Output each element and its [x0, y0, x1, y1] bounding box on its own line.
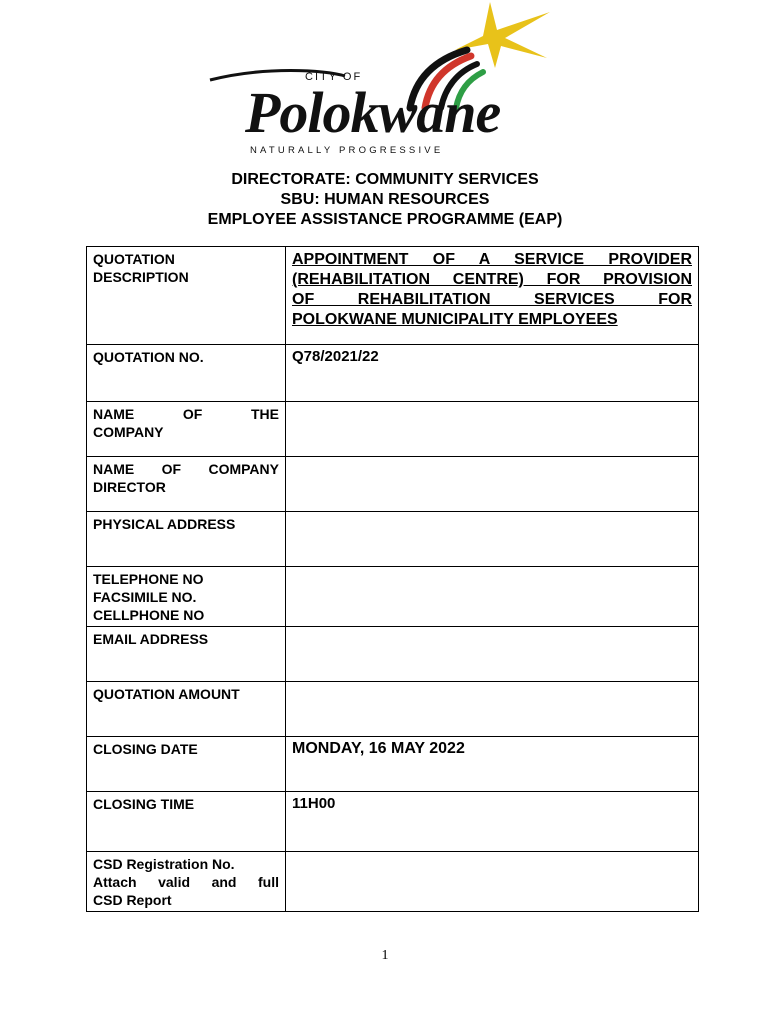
description-line: OF REHABILITATION SERVICES FOR: [292, 291, 692, 308]
closing-date-value: MONDAY, 16 MAY 2022: [286, 737, 699, 792]
logo-tagline: NATURALLY PROGRESSIVE: [250, 145, 444, 156]
table-row: [87, 682, 699, 737]
sbu-heading: SBU: HUMAN RESOURCES: [280, 191, 490, 208]
csd-registration-label: CSD Registration No. Attach valid and full CSD Report: [87, 852, 286, 912]
physical-address-field[interactable]: [286, 512, 699, 567]
table-row: [87, 737, 699, 792]
directorate-heading: DIRECTORATE: COMMUNITY SERVICES: [231, 171, 539, 188]
company-director-label: NAME OF COMPANY DIRECTOR: [87, 457, 286, 512]
quotation-amount-label: QUOTATION AMOUNT: [87, 682, 286, 737]
quotation-description-label: QUOTATION DESCRIPTION: [87, 247, 286, 345]
programme-heading: EMPLOYEE ASSISTANCE PROGRAMME (EAP): [207, 211, 563, 228]
description-line: (REHABILITATION CENTRE) FOR PROVISION: [292, 271, 692, 288]
contact-numbers-label: TELEPHONE NO FACSIMILE NO. CELLPHONE NO: [87, 567, 286, 627]
company-name-field[interactable]: [286, 402, 699, 457]
table-row: [87, 567, 699, 627]
email-address-field[interactable]: [286, 627, 699, 682]
page-number: 1: [381, 948, 389, 963]
table-row: [87, 402, 699, 457]
table-row: [87, 512, 699, 567]
company-director-field[interactable]: [286, 457, 699, 512]
quotation-amount-field[interactable]: [286, 682, 699, 737]
closing-time-value: 11H00: [286, 792, 699, 852]
logo-wordmark: Polokwane: [245, 80, 501, 145]
csd-registration-field[interactable]: [286, 852, 699, 912]
closing-date-label: CLOSING DATE: [87, 737, 286, 792]
quotation-no-label: QUOTATION NO.: [87, 345, 286, 402]
description-line: APPOINTMENT OF A SERVICE PROVIDER: [292, 251, 692, 268]
document-headings: [0, 170, 770, 230]
table-row: [87, 627, 699, 682]
table-row: [87, 345, 699, 402]
table-row: [87, 247, 699, 345]
closing-time-label: CLOSING TIME: [87, 792, 286, 852]
table-row: [87, 457, 699, 512]
description-line: POLOKWANE MUNICIPALITY EMPLOYEES: [292, 311, 618, 328]
quotation-description-value: [286, 247, 699, 345]
table-row: [87, 792, 699, 852]
logo-top-text: CITY OF: [305, 71, 363, 83]
city-of-polokwane-logo: [205, 0, 565, 160]
table-row: [87, 852, 699, 912]
quotation-form-table: [86, 246, 699, 912]
physical-address-label: PHYSICAL ADDRESS: [87, 512, 286, 567]
quotation-no-value: Q78/2021/22: [286, 345, 699, 402]
contact-numbers-field[interactable]: [286, 567, 699, 627]
company-name-label: NAME OF THE COMPANY: [87, 402, 286, 457]
email-address-label: EMAIL ADDRESS: [87, 627, 286, 682]
